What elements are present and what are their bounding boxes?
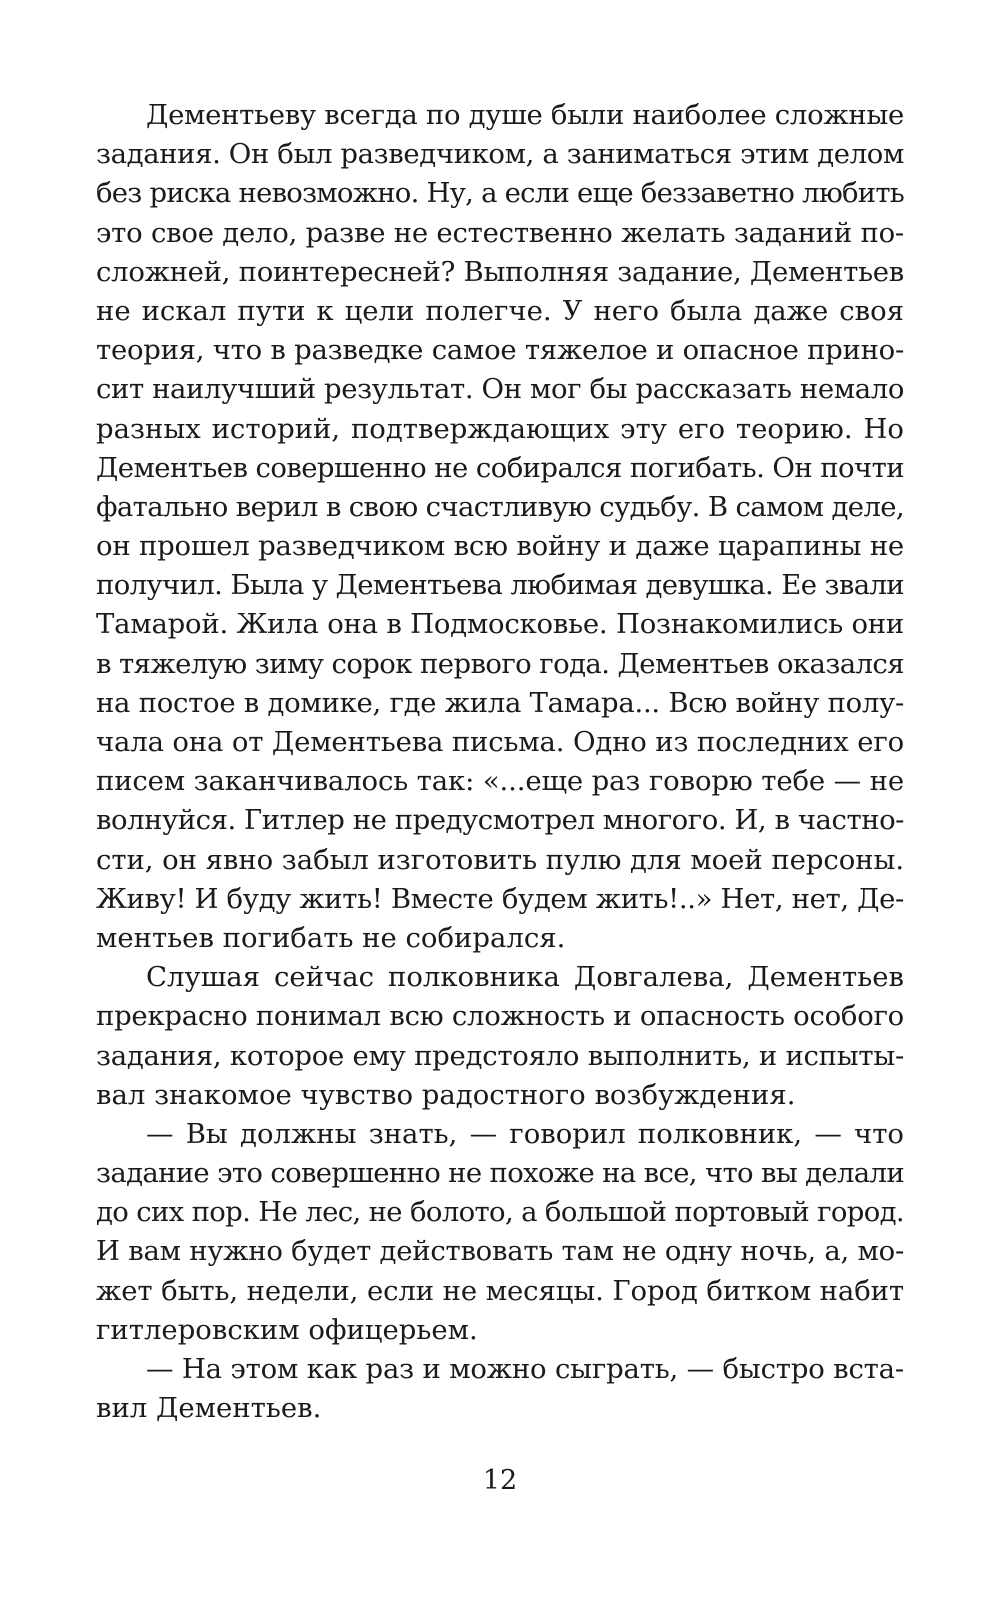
paragraph-3 (96, 1115, 904, 1350)
text-line: сти, он явно забыл изготовить пулю для моей персоны. (96, 843, 905, 876)
text-line: разных историй, подтверждающих эту его теорию. Но (96, 412, 904, 445)
text-line: он прошел разведчиком всю войну и даже царапины не (96, 530, 904, 563)
paragraph-1 (96, 96, 904, 958)
text-line: — Вы должны знать, — говорил полковник, — что (146, 1117, 904, 1150)
text-line: чала она от Дементьева письма. Одно из последних его (96, 726, 904, 758)
text-line: сит наилучший результат. Он мог бы рассказать немало (96, 373, 904, 406)
text-line: писем заканчивалось так: «...еще раз говорю тебе — не (96, 765, 904, 798)
text-line: Слушая сейчас полковника Довгалева, Дементьев (146, 961, 904, 994)
text-line: фатально верил в свою счастливую судьбу. В самом деле, (96, 490, 904, 523)
text-line: задания, которое ему предстояло выполнить, и испыты- (96, 1039, 905, 1072)
text-line: вал знакомое чувство радостного возбуждения. (96, 1078, 796, 1111)
text-line: в тяжелую зиму сорок первого года. Дементьев оказался (96, 647, 905, 680)
text-line: теория, что в разведке самое тяжелое и опасное прино- (96, 334, 904, 367)
page-number: 12 (482, 1465, 518, 1496)
text-line: жет быть, недели, если не месяцы. Город битком набит (96, 1274, 905, 1307)
text-line: задания. Он был разведчиком, а заниматься этим делом (96, 138, 904, 171)
text-line: — На этом как раз и можно сыграть, — быстро вста- (146, 1353, 904, 1385)
text-line: задание это совершенно не похоже на все, что вы делали (96, 1157, 905, 1190)
text-line: без риска невозможно. Ну, а если еще беззаветно любить (96, 177, 905, 210)
text-line: Тамарой. Жила она в Подмосковье. Познакомились они (96, 608, 904, 641)
text-line: сложней, поинтересней? Выполняя задание, Дементьев (96, 255, 904, 288)
paragraph-2 (96, 958, 904, 1115)
paragraph-4 (96, 1350, 904, 1428)
text-line: это свое дело, разве не естественно желать заданий по- (96, 216, 904, 249)
text-line: вил Дементьев. (96, 1392, 322, 1425)
text-line: получил. Была у Дементьева любимая девушка. Ее звали (96, 569, 905, 602)
body-text (96, 96, 904, 1428)
text-line: Дементьеву всегда по душе были наиболее сложные (146, 99, 904, 131)
text-line: Живу! И буду жить! Вместе будем жить!..» Нет, нет, Де- (96, 882, 904, 915)
text-line: ментьев погибать не собирался. (96, 921, 566, 954)
text-line: волнуйся. Гитлер не предусмотрел многого. И, в частно- (96, 804, 905, 837)
text-line: до сих пор. Не лес, не болото, а большой портовый город. (96, 1196, 904, 1229)
text-line: прекрасно понимал всю сложность и опасность особого (96, 1000, 904, 1033)
text-line: не искал пути к цели полегче. У него была даже своя (96, 294, 904, 327)
text-line: И вам нужно будет действовать там не одну ночь, а, мо- (96, 1235, 904, 1268)
text-line: гитлеровским офицерьем. (96, 1313, 478, 1346)
text-line: Дементьев совершенно не собирался погибать. Он почти (96, 451, 904, 484)
text-line: на постое в домике, где жила Тамара... Всю войну полу- (96, 686, 904, 719)
